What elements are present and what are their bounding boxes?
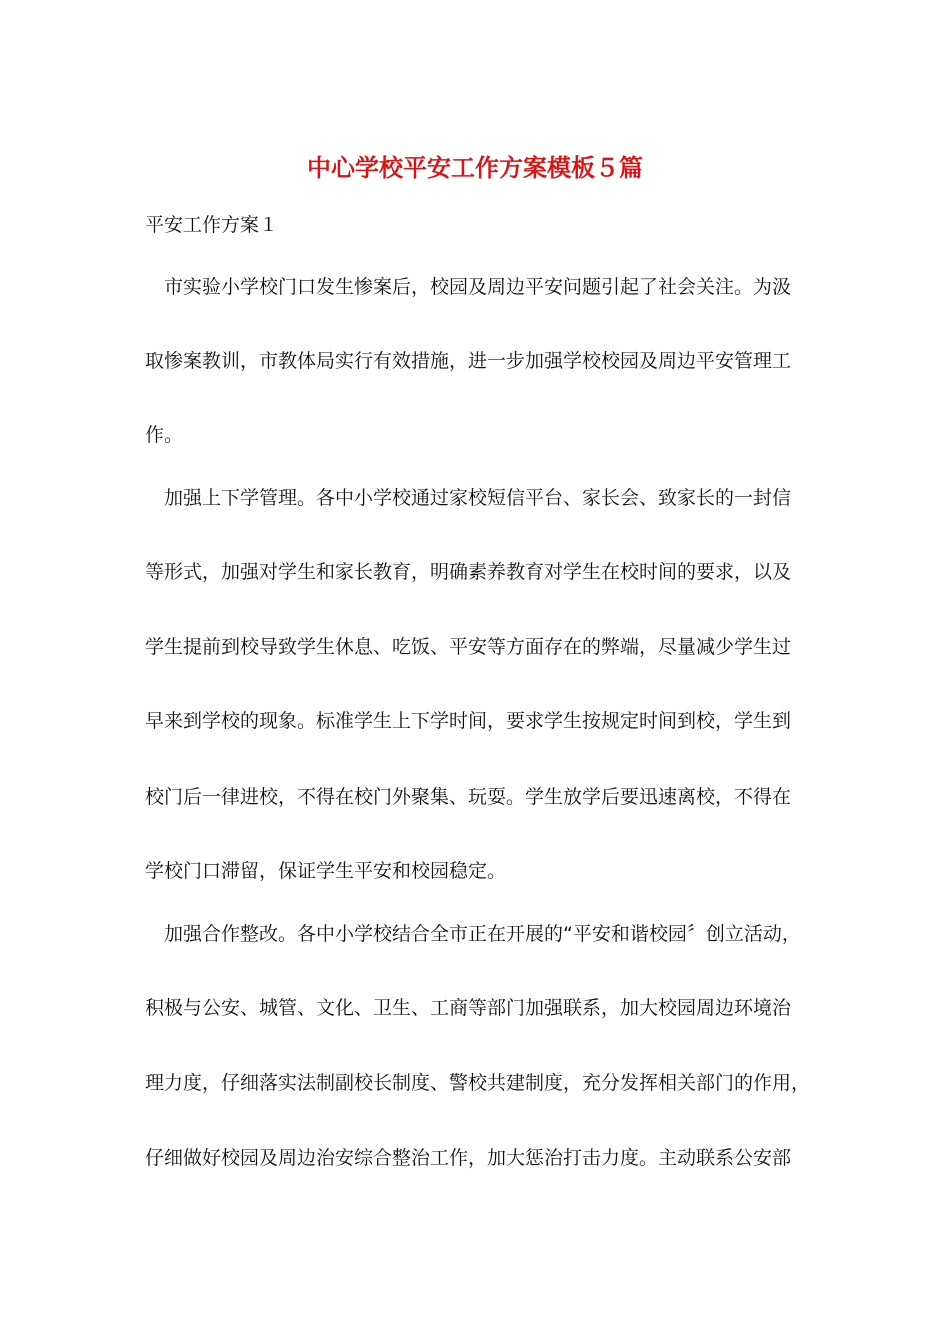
paragraph-line: 校门后一律进校，不得在校门外聚集、玩耍。学生放学后要迅速离校，不得在 xyxy=(145,786,792,808)
paragraph-line: 加强上下学管理。各中小学校通过家校短信平台、家长会、致家长的一封信 xyxy=(164,487,792,509)
paragraph-line: 市实验小学校门口发生惨案后，校园及周边平安问题引起了社会关注。为汲 xyxy=(164,276,792,298)
paragraph-line: 学生提前到校导致学生休息、吃饭、平安等方面存在的弊端，尽量减少学生过 xyxy=(145,636,792,658)
paragraph-line: 仔细做好校园及周边治安综合整治工作，加大惩治打击力度。主动联系公安部 xyxy=(145,1147,792,1169)
paragraph-line: 等形式，加强对学生和家长教育，明确素养教育对学生在校时间的要求，以及 xyxy=(145,561,792,583)
paragraph-line: 积极与公安、城管、文化、卫生、工商等部门加强联系，加大校园周边环境治 xyxy=(145,997,792,1019)
paragraph-line: 加强合作整改。各中小学校结合全市正在开展的“平安和谐校园〞创立活动， xyxy=(164,923,801,945)
document-title: 中心学校平安工作方案模板５篇 xyxy=(307,153,643,182)
section-heading: 平安工作方案１ xyxy=(145,214,279,236)
paragraph-line: 学校门口滞留，保证学生平安和校园稳定。 xyxy=(145,860,507,882)
paragraph-line: 早来到学校的现象。标准学生上下学时间，要求学生按规定时间到校，学生到 xyxy=(145,710,792,732)
paragraph-line: 理力度，仔细落实法制副校长制度、警校共建制度，充分发挥相关部门的作用， xyxy=(145,1072,811,1094)
paragraph-line: 取惨案教训，市教体局实行有效措施，进一步加强学校校园及周边平安管理工 xyxy=(145,350,792,372)
paragraph-line: 作。 xyxy=(145,424,184,446)
